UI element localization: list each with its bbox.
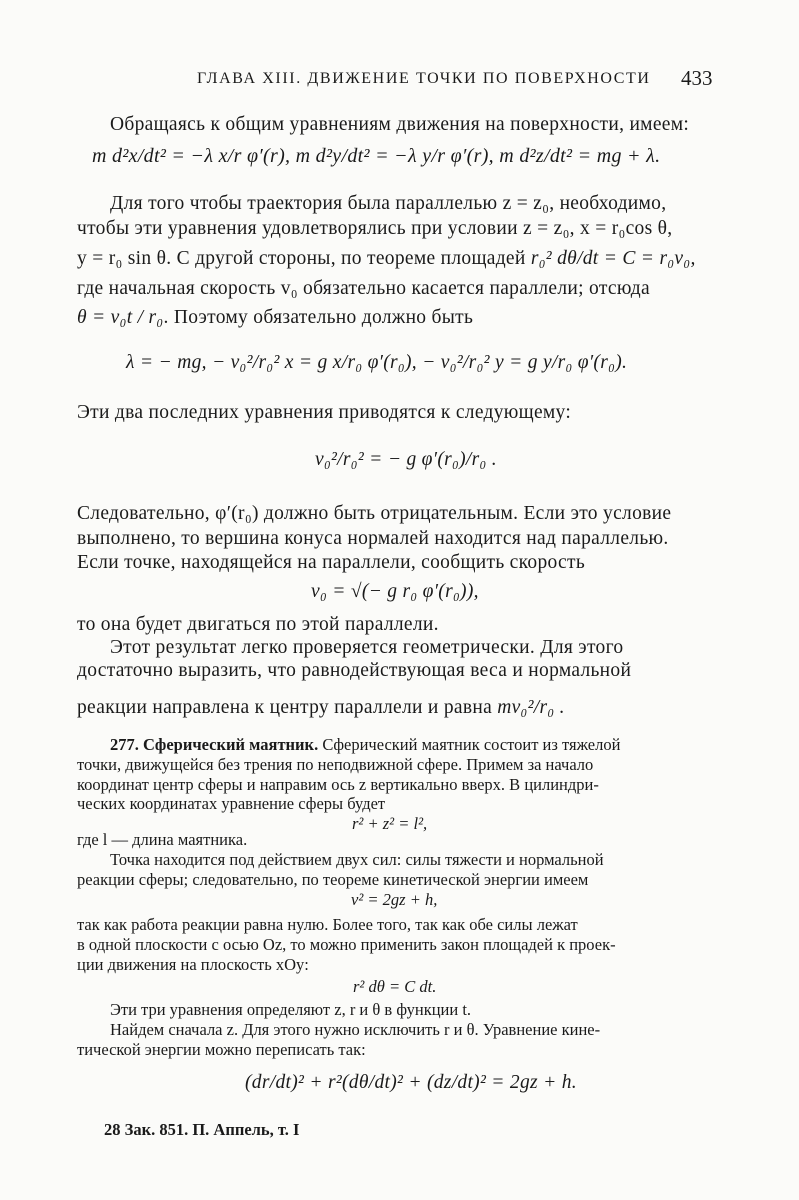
equation-3: v₀²/r₀² = − g φ′(r₀)/r₀ . xyxy=(315,449,497,470)
equation-8: (dr/dt)² + r²(dθ/dt)² + (dz/dt)² = 2gz + h. xyxy=(245,1072,577,1093)
text-line: ции движения на плоскость xOy: xyxy=(77,955,309,974)
running-title: ГЛАВА XIII. ДВИЖЕНИЕ ТОЧКИ ПО ПОВЕРХНОСТИ xyxy=(197,70,651,87)
text-segment: реакции направлена к центру параллели и равна xyxy=(77,697,493,718)
inline-formula: r₀² dθ/dt = C = r₀v₀, xyxy=(530,248,696,269)
equation-2: λ = − mg, − v₀²/r₀² x = g x/r₀ φ′(r₀), − v₀²/r₀² y = g y/r₀ φ′(r₀). xyxy=(126,352,628,373)
text-line: Если точке, находящейся на параллели, сообщить скорость xyxy=(77,552,586,573)
text-line xyxy=(110,735,620,755)
text-line: координат центр сферы и направим ось z вертикально вверх. В цилиндри- xyxy=(77,775,599,794)
text-line: Обращаясь к общим уравнениям движения на поверхности, имеем: xyxy=(110,114,690,135)
equation-6: v² = 2gz + h, xyxy=(351,890,438,909)
text-line: достаточно выразить, что равнодействующая веса и нормальной xyxy=(77,660,632,681)
text-segment: Сферический маятник состоит из тяжелой xyxy=(322,735,621,754)
equation-7: r² dθ = C dt. xyxy=(353,977,437,996)
text-line xyxy=(77,307,473,329)
text-line xyxy=(77,697,565,719)
text-line: Для того чтобы траектория была параллелью z = z₀, необходимо, xyxy=(110,193,667,214)
page-number: 433 xyxy=(681,66,713,90)
text-line: в одной плоскости с осью Oz, то можно применить закон площадей к проек- xyxy=(77,935,616,954)
equation-4: v₀ = √(− g r₀ φ′(r₀)), xyxy=(311,581,479,602)
text-line: то она будет двигаться по этой параллели. xyxy=(77,614,439,635)
text-line: где l — длина маятника. xyxy=(77,830,248,849)
text-line: чтобы эти уравнения удовлетворялись при условии z = z₀, x = r₀cos θ, xyxy=(77,218,673,239)
text-line: так как работа реакции равна нулю. Более того, так как обе силы лежат xyxy=(77,915,578,934)
section-heading: 277. Сферический маятник. xyxy=(110,735,319,754)
text-line: реакции сферы; следовательно, по теореме кинетической энергии имеем xyxy=(77,870,589,889)
inline-formula: θ = v₀t / r₀ xyxy=(77,307,164,328)
text-line: где начальная скорость v₀ обязательно касается параллели; отсюда xyxy=(77,278,650,299)
text-line: Этот результат легко проверяется геометрически. Для этого xyxy=(110,637,624,658)
equation-1: m d²x/dt² = −λ x/r φ′(r), m d²y/dt² = −λ y/r φ′(r), m d²z/dt² = mg + λ. xyxy=(92,145,661,167)
text-line: Следовательно, φ′(r₀) должно быть отрицательным. Если это условие xyxy=(77,503,672,524)
printer-signature: 28 Зак. 851. П. Аппель, т. I xyxy=(104,1120,300,1139)
text-line xyxy=(77,248,696,270)
text-line: ческих координатах уравнение сферы будет xyxy=(77,794,386,813)
text-segment: y = r₀ sin θ. С другой стороны, по теореме площадей xyxy=(77,248,526,269)
text-line: точки, движущейся без трения по неподвижной сфере. Примем за начало xyxy=(77,755,594,774)
inline-formula: mv₀²/r₀ . xyxy=(497,697,565,718)
text-line: Точка находится под действием двух сил: силы тяжести и нормальной xyxy=(110,850,604,869)
text-line: выполнено, то вершина конуса нормалей находится над параллелью. xyxy=(77,528,669,549)
equation-5: r² + z² = l², xyxy=(352,814,428,833)
text-line: Эти два последних уравнения приводятся к следующему: xyxy=(77,402,572,423)
text-line: Эти три уравнения определяют z, r и θ в функции t. xyxy=(110,1000,472,1019)
text-segment: . Поэтому обязательно должно быть xyxy=(163,307,474,328)
text-line: тической энергии можно переписать так: xyxy=(77,1040,366,1059)
text-line: Найдем сначала z. Для этого нужно исключить r и θ. Уравнение кине- xyxy=(110,1020,601,1039)
